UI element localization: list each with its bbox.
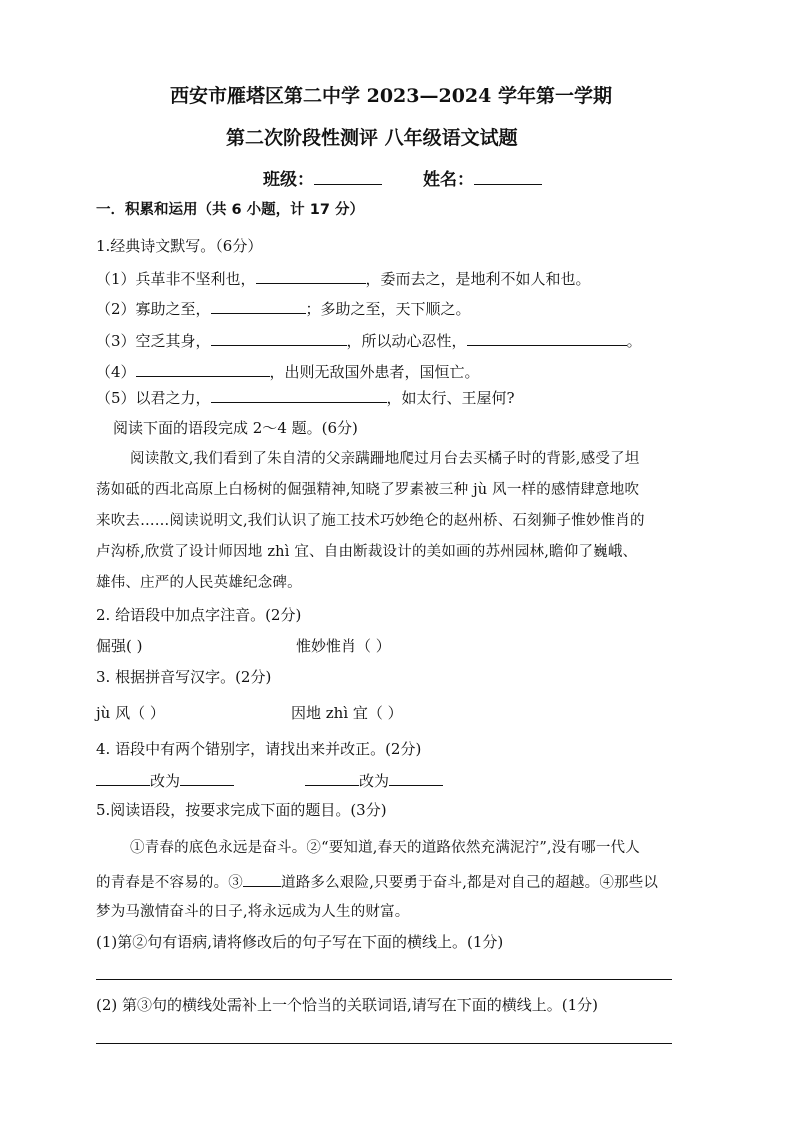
q3-item-1: jù 风（ ）	[96, 704, 165, 722]
q1-item-1-suffix: ，委而去之，是地利不如人和也。	[365, 270, 591, 288]
q1-item-2-suffix: ；多助之至，天下顺之。	[305, 300, 471, 318]
passage-line: 荡如砥的西北高原上白杨树的倔强精神,知晓了罗素被三种 jù 风一样的感情肆意地吹	[96, 482, 640, 498]
q5-connective-blank[interactable]	[243, 871, 281, 887]
class-field	[263, 169, 382, 190]
q5-sub1: (1)第②句有语病,请将修改后的句子写在下面的横线上。(1分)	[96, 933, 504, 951]
q5-passage-line: ①青春的底色永远是奋斗。②“要知道,春天的道路依然充满泥泞”,没有哪一代人	[130, 840, 640, 856]
q1-item-4-blank[interactable]	[136, 361, 270, 377]
name-blank[interactable]	[474, 169, 542, 185]
q2-item-2: 惟妙惟肖（ ）	[296, 637, 391, 655]
passage-line: 来吹去……阅读说明文,我们认识了施工技术巧妙绝仑的赵州桥、石刻狮子惟妙惟肖的	[96, 513, 645, 529]
q1-stem: 1.经典诗文默写。（6分）	[96, 237, 263, 255]
class-blank[interactable]	[314, 169, 382, 185]
q1-item-3-prefix: （3）空乏其身，	[96, 332, 211, 350]
q4-stem: 4. 语段中有两个错别字，请找出来并改正。(2分)	[96, 740, 422, 758]
q1-item-2-blank[interactable]	[211, 298, 306, 314]
exam-title-line2: 第二次阶段性测评 八年级语文试题	[226, 127, 518, 149]
passage-line: 卢沟桥,欣赏了设计师因地 zhì 宜、自由断裁设计的美如画的苏州园林,瞻仰了巍峨、	[96, 544, 638, 560]
passage-line: 阅读散文,我们看到了朱自清的父亲蹒跚地爬过月台去买橘子时的背影,感受了坦	[130, 451, 640, 467]
q1-item-3-blank-b[interactable]	[467, 330, 627, 346]
q4-pair-2	[305, 770, 443, 791]
q5-passage-line: 梦为马激情奋斗的日子,将永远成为人生的财富。	[96, 904, 410, 920]
q1-item-3-blank-a[interactable]	[211, 330, 347, 346]
passage-line: 雄伟、庄严的人民英雄纪念碑。	[96, 575, 302, 591]
class-label: 班级：	[263, 170, 314, 190]
q1-item-5	[96, 387, 515, 408]
q5-passage-part: 的青春是不容易的。③	[96, 875, 243, 891]
q1-item-3-suffix: 。	[626, 332, 642, 350]
q1-item-1	[96, 268, 591, 289]
q4-pair-1	[96, 770, 234, 791]
q1-item-5-prefix: （5）以君之力，	[96, 389, 211, 407]
q2-stem: 2. 给语段中加点字注音。(2分)	[96, 606, 302, 624]
q1-item-4-suffix: ，出则无敌国外患者，国恒亡。	[269, 363, 480, 381]
section1-title: 一．积累和运用（共 6 小题，计 17 分）	[96, 202, 364, 218]
q1-item-2-prefix: （2）寡助之至，	[96, 300, 211, 318]
q3-item-2: 因地 zhì 宜（ ）	[291, 704, 403, 722]
q5-sub2-answer-line[interactable]	[96, 1043, 672, 1044]
q5-stem: 5.阅读语段，按要求完成下面的题目。(3分)	[96, 801, 387, 819]
q5-passage-line	[96, 871, 658, 893]
q1-item-4	[96, 361, 480, 382]
q1-item-3-middle: ，所以动心忍性，	[346, 332, 467, 350]
q4-change-label-1: 改为	[150, 772, 181, 790]
q4-correct-blank-2[interactable]	[389, 770, 443, 786]
reading-intro: 阅读下面的语段完成 2～4 题。(6分)	[113, 419, 358, 437]
q3-stem: 3. 根据拼音写汉字。(2分)	[96, 668, 272, 686]
q5-sub1-answer-line[interactable]	[96, 979, 672, 980]
exam-title-line1: 西安市雁塔区第二中学 2023—2024 学年第一学期	[170, 85, 612, 107]
q1-item-5-blank[interactable]	[211, 387, 387, 403]
q4-wrong-blank-1[interactable]	[96, 770, 150, 786]
q1-item-4-prefix: （4）	[96, 363, 136, 381]
q2-item-1: 倔强( )	[96, 637, 143, 655]
q1-item-3	[96, 330, 642, 351]
q1-item-2	[96, 298, 471, 319]
name-field	[423, 169, 542, 190]
q4-change-label-2: 改为	[359, 772, 390, 790]
q5-passage-part: 道路多么艰险,只要勇于奋斗,都是对自己的超越。④那些以	[281, 875, 659, 891]
q4-wrong-blank-2[interactable]	[305, 770, 359, 786]
q1-item-5-suffix: ，如太行、王屋何?	[386, 389, 515, 407]
q1-item-1-blank[interactable]	[256, 268, 366, 284]
q1-item-1-prefix: （1）兵革非不坚利也，	[96, 270, 256, 288]
q5-sub2: (2) 第③句的横线处需补上一个恰当的关联词语,请写在下面的横线上。(1分)	[96, 996, 599, 1014]
name-label: 姓名：	[423, 170, 474, 190]
q4-correct-blank-1[interactable]	[180, 770, 234, 786]
